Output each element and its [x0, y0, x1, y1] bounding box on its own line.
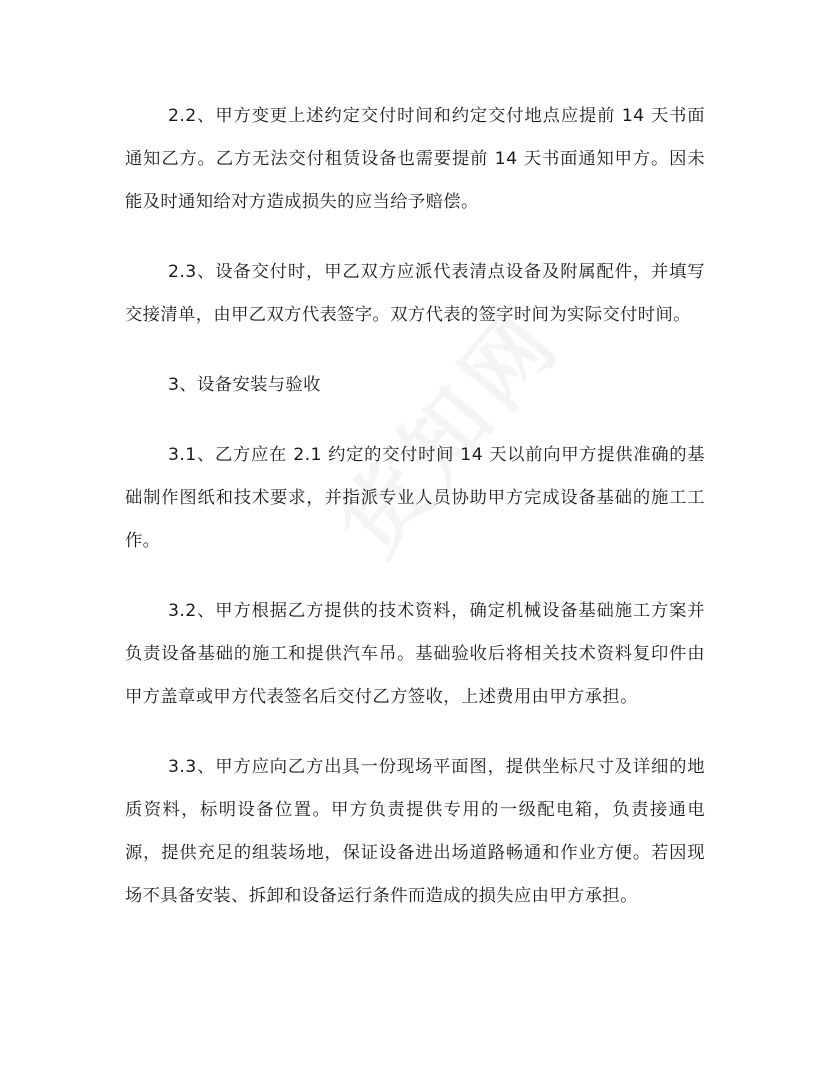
clause-2-2: 2.2、甲方变更上述约定交付时间和约定交付地点应提前 14 天书面通知乙方。乙方无法交付租赁设备也需要提前 14 天书面通知甲方。因未能及时通知给对方造成损失的应当给予赔偿。 [125, 106, 705, 212]
section-heading-3: 3、设备安装与验收 [168, 375, 321, 395]
clause-3-2: 3.2、甲方根据乙方提供的技术资料，确定机械设备基础施工方案并负责设备基础的施工和提供汽车吊。基础验收后将相关技术资料复印件由甲方盖章或甲方代表签名后交付乙方签收，上述费用由甲方承担。 [125, 601, 705, 707]
clause-3-1: 3.1、乙方应在 2.1 约定的交付时间 14 天以前向甲方提供准确的基础制作图纸和技术要求，并指派专业人员协助甲方完成设备基础的施工工作。 [125, 445, 705, 551]
clause-3-3: 3.3、甲方应向乙方出具一份现场平面图，提供坐标尺寸及详细的地质资料，标明设备位置。甲方负责提供专用的一级配电箱，负责接通电源，提供充足的组装场地，保证设备进出场道路畅通和作业方便。若因现场不具备安装、拆卸和设备运行条件而造成的损失应由甲方承担。 [125, 757, 705, 906]
clause-2-3: 2.3、设备交付时，甲乙双方应派代表清点设备及附属配件，并填写交接清单，由甲乙双方代表签字。双方代表的签字时间为实际交付时间。 [125, 262, 705, 325]
document-body [125, 95, 705, 945]
